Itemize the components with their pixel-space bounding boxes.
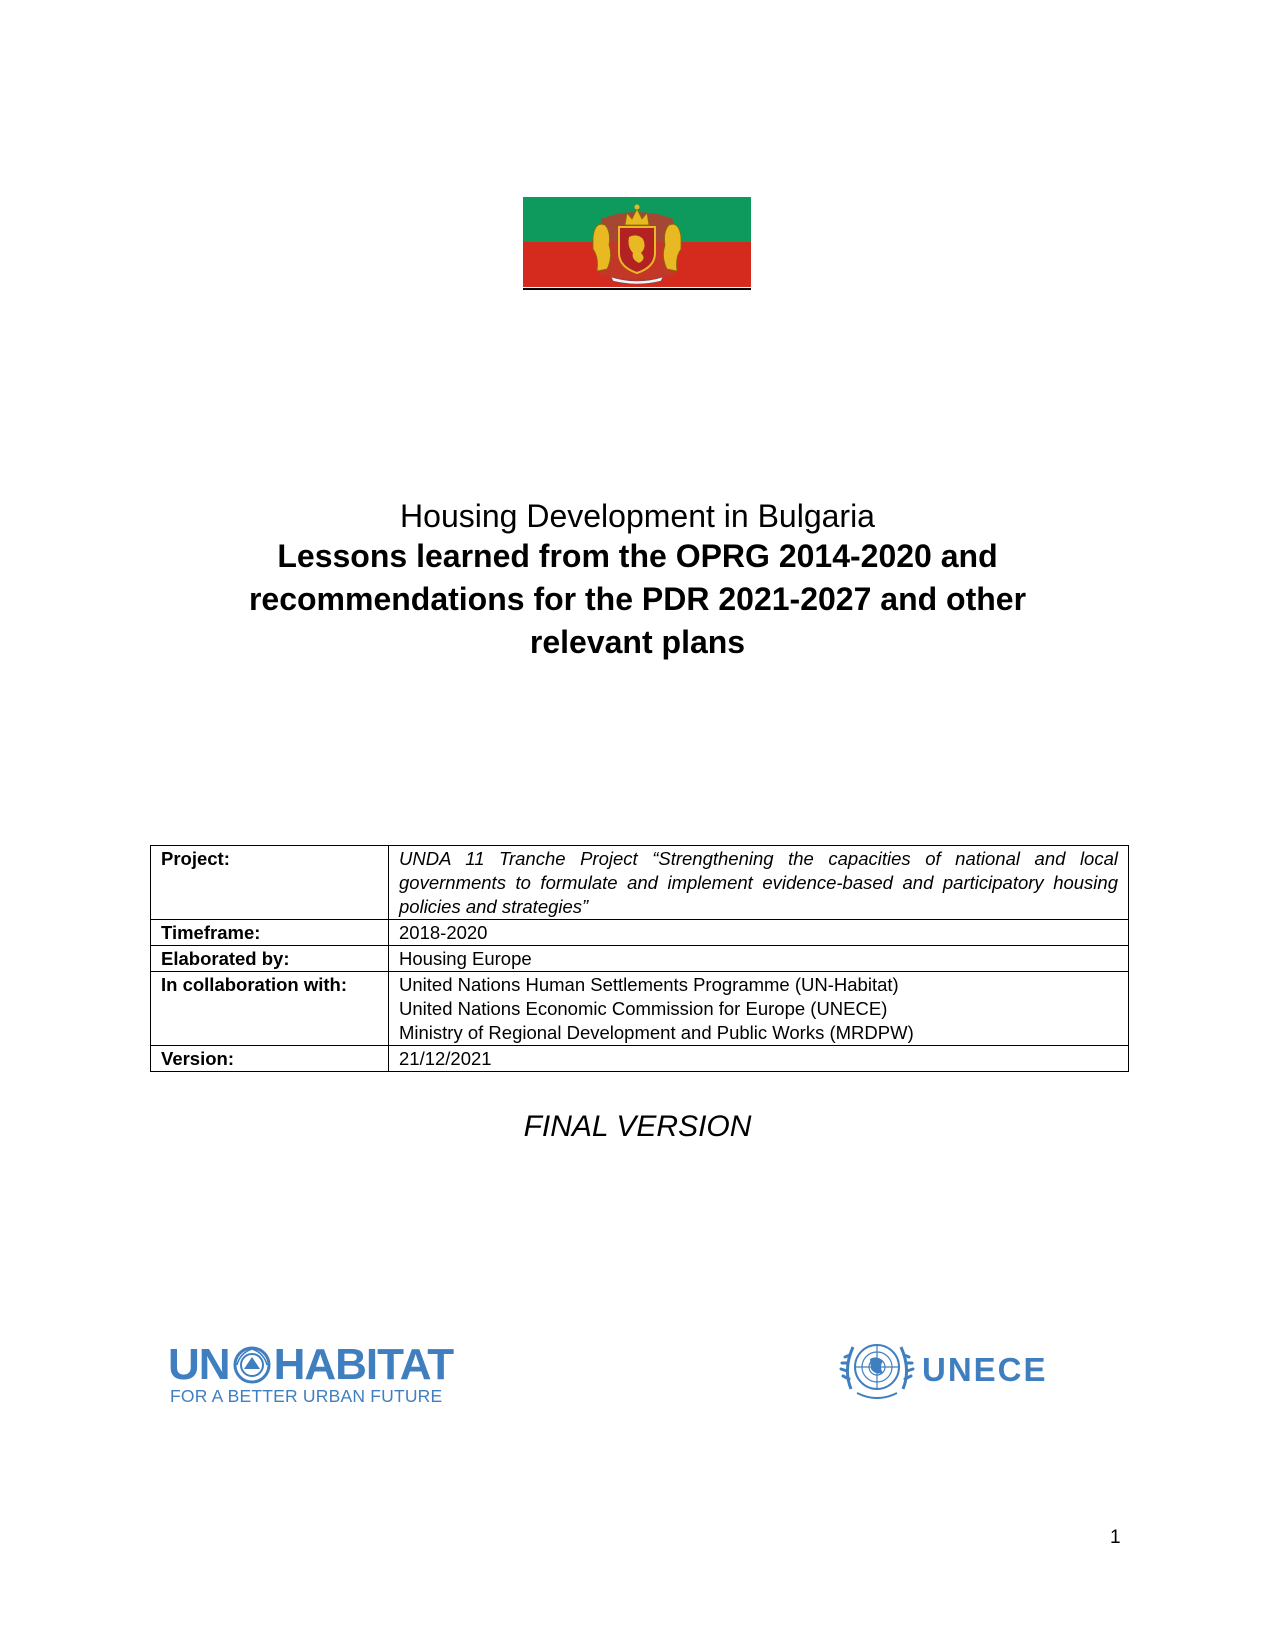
un-emblem-icon: [837, 1333, 917, 1405]
row-key: In collaboration with:: [151, 972, 389, 1046]
row-key: Version:: [151, 1046, 389, 1072]
project-info-table: [150, 845, 1129, 1072]
title-sub-line: recommendations for the PDR 2021-2027 and other: [248, 581, 1027, 617]
unece-wordmark: UNECE: [922, 1351, 1048, 1388]
bulgarian-flag-emblem: [523, 197, 751, 287]
collaborator: United Nations Economic Commission for Europe (UNECE): [399, 998, 888, 1019]
collaborator: Ministry of Regional Development and Public Works (MRDPW): [399, 1022, 914, 1043]
bulgarian-coat-of-arms-icon: [523, 197, 751, 287]
un-habitat-tagline: FOR A BETTER URBAN FUTURE: [170, 1386, 443, 1406]
final-version-label: FINAL VERSION: [523, 1110, 752, 1143]
title-sub-line: Lessons learned from the OPRG 2014-2020 and: [277, 538, 998, 574]
un-habitat-word-un: UN: [168, 1340, 230, 1389]
row-key: Timeframe:: [151, 920, 389, 946]
title-sub-line: relevant plans: [529, 624, 746, 660]
collaborator: United Nations Human Settlements Programme (UN-Habitat): [399, 974, 899, 995]
row-value: 21/12/2021: [389, 1046, 1129, 1072]
document-title: [100, 497, 1175, 664]
row-key: Project:: [151, 846, 389, 920]
row-key: Elaborated by:: [151, 946, 389, 972]
table-row: [151, 972, 1129, 1046]
page-number: 1: [1110, 1527, 1121, 1548]
flag-underline: [523, 288, 751, 290]
table-row: [151, 846, 1129, 920]
table-row: [151, 946, 1129, 972]
table-row: [151, 920, 1129, 946]
un-habitat-wordmark: [168, 1340, 454, 1389]
row-value: Housing Europe: [389, 946, 1129, 972]
row-value: 2018-2020: [389, 920, 1129, 946]
un-habitat-word-habitat: HABITAT: [273, 1340, 454, 1389]
table-row: [151, 1046, 1129, 1072]
un-habitat-logo: [168, 1340, 458, 1406]
row-value: UNDA 11 Tranche Project “Strengthening the capacities of national and local governments to formulate and implement evidence-based and participatory housing policies and strategies”: [389, 846, 1129, 920]
unece-logo: [837, 1333, 1067, 1405]
un-habitat-emblem-icon: [232, 1345, 272, 1385]
row-value: [389, 972, 1129, 1046]
title-main: Housing Development in Bulgaria: [400, 498, 875, 534]
